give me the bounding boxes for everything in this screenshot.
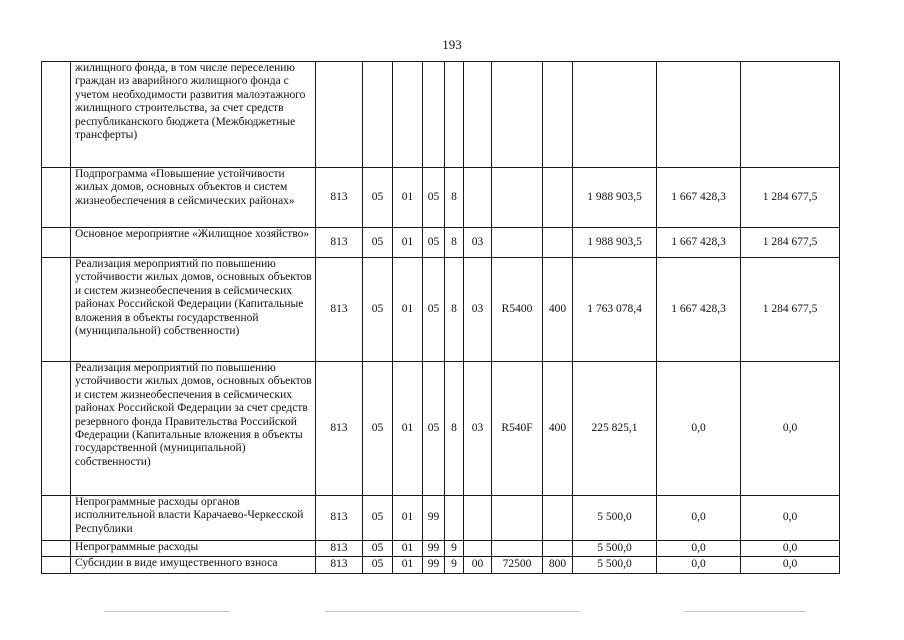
- amount-year-3-cell: 0,0: [741, 496, 840, 541]
- ministry-code-cell: 813: [316, 496, 363, 541]
- amount-year-2-cell: 0,0: [657, 541, 741, 557]
- ministry-code-cell: 813: [316, 168, 363, 228]
- amount-year-1-cell: [573, 62, 657, 168]
- amount-year-3-cell: 1 284 677,5: [741, 228, 840, 258]
- subprogram-code-cell: 8: [445, 168, 464, 228]
- expense-type-code-cell: [543, 496, 573, 541]
- direction-code-cell: [492, 62, 543, 168]
- expense-name-cell: Основное мероприятие «Жилищное хозяйство»: [71, 228, 316, 258]
- subsection-code-cell: 01: [393, 557, 423, 574]
- expense-type-code-cell: [543, 228, 573, 258]
- section-code-cell: [363, 62, 393, 168]
- amount-year-1-cell: 225 825,1: [573, 362, 657, 496]
- amount-year-1-cell: 5 500,0: [573, 496, 657, 541]
- main-activity-code-cell: [464, 62, 492, 168]
- program-code-cell: 99: [423, 541, 445, 557]
- expense-name-cell: Непрограммные расходы органов исполнительной власти Карачаево-Черкесской Республики: [71, 496, 316, 541]
- subprogram-code-cell: 9: [445, 557, 464, 574]
- subprogram-code-cell: [445, 62, 464, 168]
- subsection-code-cell: 01: [393, 258, 423, 362]
- subsection-code-cell: 01: [393, 168, 423, 228]
- subsection-code-cell: 01: [393, 541, 423, 557]
- footer-rule-left: [104, 611, 230, 612]
- amount-year-3-cell: 0,0: [741, 557, 840, 574]
- table-row: [42, 362, 840, 496]
- row-number-cell: [42, 496, 71, 541]
- subprogram-code-cell: 9: [445, 541, 464, 557]
- ministry-code-cell: 813: [316, 362, 363, 496]
- row-number-cell: [42, 258, 71, 362]
- direction-code-cell: [492, 496, 543, 541]
- subsection-code-cell: 01: [393, 362, 423, 496]
- program-code-cell: 05: [423, 228, 445, 258]
- row-number-cell: [42, 557, 71, 574]
- ministry-code-cell: [316, 62, 363, 168]
- expense-name-cell: Непрограммные расходы: [71, 541, 316, 557]
- program-code-cell: 99: [423, 557, 445, 574]
- subsection-code-cell: 01: [393, 228, 423, 258]
- main-activity-code-cell: [464, 496, 492, 541]
- amount-year-3-cell: 1 284 677,5: [741, 258, 840, 362]
- footer-rule-right: [684, 611, 806, 612]
- amount-year-3-cell: 0,0: [741, 541, 840, 557]
- table-row: [42, 258, 840, 362]
- table-row: [42, 228, 840, 258]
- expense-type-code-cell: [543, 62, 573, 168]
- expense-name-cell: Подпрограмма «Повышение устойчивости жилых домов, основных объектов и систем жизнеобеспечения в сейсмических районах»: [71, 168, 316, 228]
- program-code-cell: 05: [423, 168, 445, 228]
- footer-rule-center: [325, 611, 580, 612]
- program-code-cell: [423, 62, 445, 168]
- direction-code-cell: [492, 228, 543, 258]
- amount-year-1-cell: 5 500,0: [573, 541, 657, 557]
- expense-type-code-cell: 400: [543, 258, 573, 362]
- ministry-code-cell: 813: [316, 258, 363, 362]
- program-code-cell: 99: [423, 496, 445, 541]
- direction-code-cell: [492, 541, 543, 557]
- amount-year-1-cell: 1 988 903,5: [573, 168, 657, 228]
- direction-code-cell: R5400: [492, 258, 543, 362]
- program-code-cell: 05: [423, 362, 445, 496]
- amount-year-1-cell: 1 763 078,4: [573, 258, 657, 362]
- row-number-cell: [42, 541, 71, 557]
- amount-year-3-cell: 0,0: [741, 362, 840, 496]
- section-code-cell: 05: [363, 168, 393, 228]
- expense-type-code-cell: 400: [543, 362, 573, 496]
- main-activity-code-cell: 00: [464, 557, 492, 574]
- amount-year-1-cell: 5 500,0: [573, 557, 657, 574]
- direction-code-cell: [492, 168, 543, 228]
- ministry-code-cell: 813: [316, 557, 363, 574]
- subsection-code-cell: 01: [393, 496, 423, 541]
- expense-type-code-cell: 800: [543, 557, 573, 574]
- row-number-cell: [42, 168, 71, 228]
- main-activity-code-cell: [464, 168, 492, 228]
- amount-year-2-cell: 0,0: [657, 362, 741, 496]
- amount-year-3-cell: [741, 62, 840, 168]
- table-row: [42, 62, 840, 168]
- section-code-cell: 05: [363, 362, 393, 496]
- expense-name-cell: Субсидии в виде имущественного взноса: [71, 557, 316, 574]
- ministry-code-cell: 813: [316, 541, 363, 557]
- budget-table: [41, 61, 840, 574]
- amount-year-3-cell: 1 284 677,5: [741, 168, 840, 228]
- amount-year-2-cell: [657, 62, 741, 168]
- section-code-cell: 05: [363, 557, 393, 574]
- subsection-code-cell: [393, 62, 423, 168]
- expense-name-cell: жилищного фонда, в том числе переселению граждан из аварийного жилищного фонда с учетом необходимости развития малоэтажного жилищного строительства, за счет средств республиканского бюджета (Межбюджетные трансферты): [71, 62, 316, 168]
- amount-year-2-cell: 0,0: [657, 557, 741, 574]
- direction-code-cell: 72500: [492, 557, 543, 574]
- subprogram-code-cell: 8: [445, 228, 464, 258]
- main-activity-code-cell: [464, 541, 492, 557]
- program-code-cell: 05: [423, 258, 445, 362]
- section-code-cell: 05: [363, 496, 393, 541]
- table-row: [42, 496, 840, 541]
- expense-name-cell: Реализация мероприятий по повышению устойчивости жилых домов, основных объектов и систем жизнеобеспечения в сейсмических районах Российской Федерации за счет средств резервного фонда Правительства Российской Федерации (Капитальные вложения в объекты государственной (муниципальной) собственности): [71, 362, 316, 496]
- main-activity-code-cell: 03: [464, 228, 492, 258]
- expense-type-code-cell: [543, 168, 573, 228]
- amount-year-2-cell: 1 667 428,3: [657, 258, 741, 362]
- amount-year-1-cell: 1 988 903,5: [573, 228, 657, 258]
- subprogram-code-cell: 8: [445, 362, 464, 496]
- table-row: [42, 557, 840, 574]
- ministry-code-cell: 813: [316, 228, 363, 258]
- subprogram-code-cell: 8: [445, 258, 464, 362]
- row-number-cell: [42, 228, 71, 258]
- expense-type-code-cell: [543, 541, 573, 557]
- amount-year-2-cell: 1 667 428,3: [657, 228, 741, 258]
- section-code-cell: 05: [363, 541, 393, 557]
- amount-year-2-cell: 0,0: [657, 496, 741, 541]
- amount-year-2-cell: 1 667 428,3: [657, 168, 741, 228]
- main-activity-code-cell: 03: [464, 258, 492, 362]
- table-body: [42, 62, 840, 574]
- table-row: [42, 541, 840, 557]
- page-number: 193: [442, 37, 462, 52]
- main-activity-code-cell: 03: [464, 362, 492, 496]
- direction-code-cell: R540F: [492, 362, 543, 496]
- expense-name-cell: Реализация мероприятий по повышению устойчивости жилых домов, основных объектов и систем жизнеобеспечения в сейсмических районах Российской Федерации (Капитальные вложения в объекты государственной (муниципальной) собственности): [71, 258, 316, 362]
- subprogram-code-cell: [445, 496, 464, 541]
- row-number-cell: [42, 62, 71, 168]
- table-row: [42, 168, 840, 228]
- section-code-cell: 05: [363, 258, 393, 362]
- row-number-cell: [42, 362, 71, 496]
- section-code-cell: 05: [363, 228, 393, 258]
